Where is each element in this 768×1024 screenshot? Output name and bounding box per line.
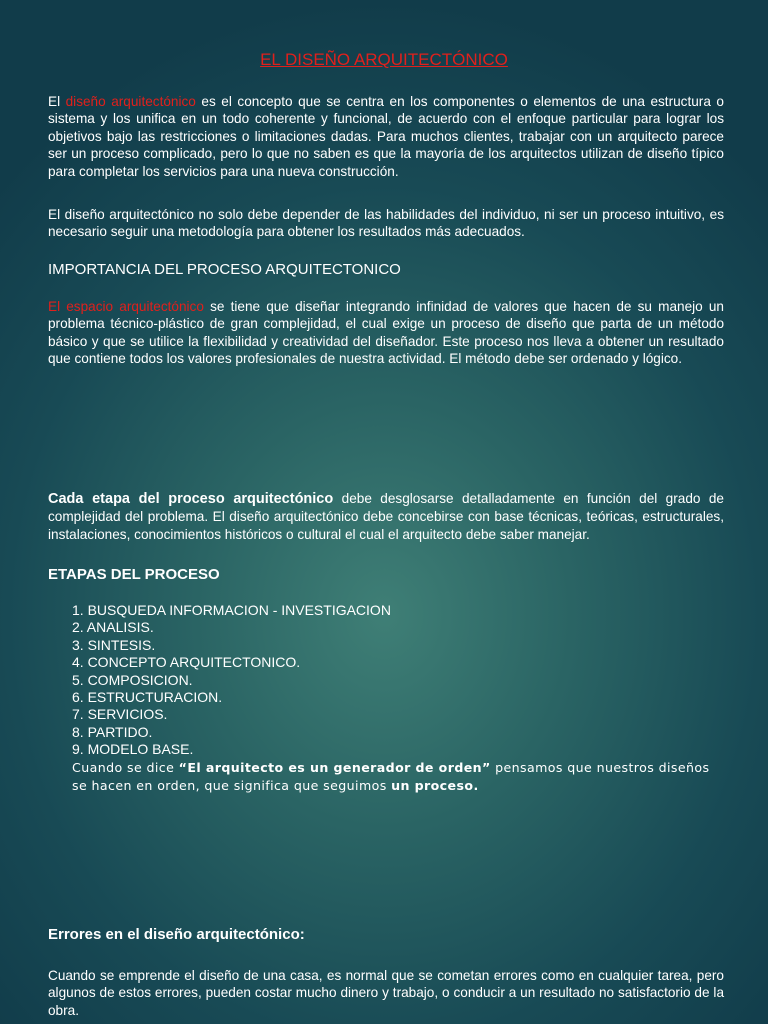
- errors-paragraph: Cuando se emprende el diseño de una casa, es normal que se cometan errores como en cualquier tarea, pero algunos de estos errores, pueden costar mucho dinero y trabajo, o conducir a un resultado no satisfactorio de la obra.: [48, 968, 724, 1018]
- quote-bold-end: un proceso.: [391, 778, 479, 793]
- list-item: 3. SINTESIS.: [72, 636, 156, 653]
- importance-heading: IMPORTANCIA DEL PROCESO ARQUITECTONICO: [48, 261, 401, 278]
- quote-paragraph: [72, 759, 724, 795]
- importance-rest: se tiene que diseñar integrando infinidad de valores que hacen de su manejo un problema técnico-plástico de gran complejidad, el cual exige un proceso de diseño que parta de un método básico y que se utilice la flexibilidad y creatividad del diseñador. Este proceso nos lleva a obtener un resultado que contiene todos los valores profesionales de nuestra actividad. El método debe ser ordenado y lógico.: [48, 299, 724, 367]
- errors-heading: Errores en el diseño arquitectónico:: [48, 926, 305, 943]
- list-item: 9. MODELO BASE.: [72, 741, 194, 758]
- list-item: 7. SERVICIOS.: [72, 706, 168, 723]
- intro-pre: El: [48, 94, 66, 109]
- list-item: 4. CONCEPTO ARQUITECTONICO.: [72, 654, 301, 671]
- list-item: 5. COMPOSICION.: [72, 671, 193, 688]
- page-title: EL DISEÑO ARQUITECTÓNICO: [260, 50, 508, 69]
- list-item: 2. ANALISIS.: [72, 619, 154, 636]
- list-item: 8. PARTIDO.: [72, 723, 153, 740]
- list-item: 1. BUSQUEDA INFORMACION - INVESTIGACION: [72, 602, 391, 618]
- importance-paragraph: [48, 298, 724, 368]
- stages-list: [72, 602, 391, 759]
- stage-detail-lead: Cada etapa del proceso arquitectónico: [48, 491, 334, 507]
- quote-pre: Cuando se dice: [72, 760, 179, 775]
- list-item: 6. ESTRUCTURACION.: [72, 689, 223, 706]
- methodology-paragraph: El diseño arquitectónico no solo debe depender de las habilidades del individuo, ni ser un proceso intuitivo, es necesario seguir una metodología para obtener los resultados más adecuados.: [48, 207, 724, 240]
- quote-bold-phrase: “El arquitecto es un generador de orden”: [178, 760, 491, 775]
- stage-detail-paragraph: [48, 490, 724, 543]
- intro-rest: es el concepto que se centra en los componentes o elementos de una estructura o sistema y los unifica en un todo coherente y funcional, de acuerdo con el enfoque particular para lograr los objetivos bajo las restricciones o limitaciones dadas. Para muchos clientes, trabajar con un arquitecto parece ser un proceso complicado, pero lo que no saben es que la mayoría de los arquitectos utilizan de diseño típico para completar los servicios para una nueva construcción.: [48, 94, 724, 179]
- intro-highlight: diseño arquitectónico: [65, 94, 196, 109]
- intro-paragraph: [48, 93, 724, 180]
- stages-heading: ETAPAS DEL PROCESO: [48, 566, 220, 583]
- importance-highlight: El espacio arquitectónico: [48, 299, 204, 314]
- quote-mid: pensamos que nuestros diseños se hacen en orden, que significa que seguimos: [72, 760, 710, 793]
- stage-detail-rest: debe desglosarse detalladamente en función del grado de complejidad del problema. El diseño arquitectónico debe concebirse con base técnicas, teóricas, estructurales, instalaciones, conocimientos históricos o cultural el cual el arquitecto debe saber manejar.: [48, 491, 724, 542]
